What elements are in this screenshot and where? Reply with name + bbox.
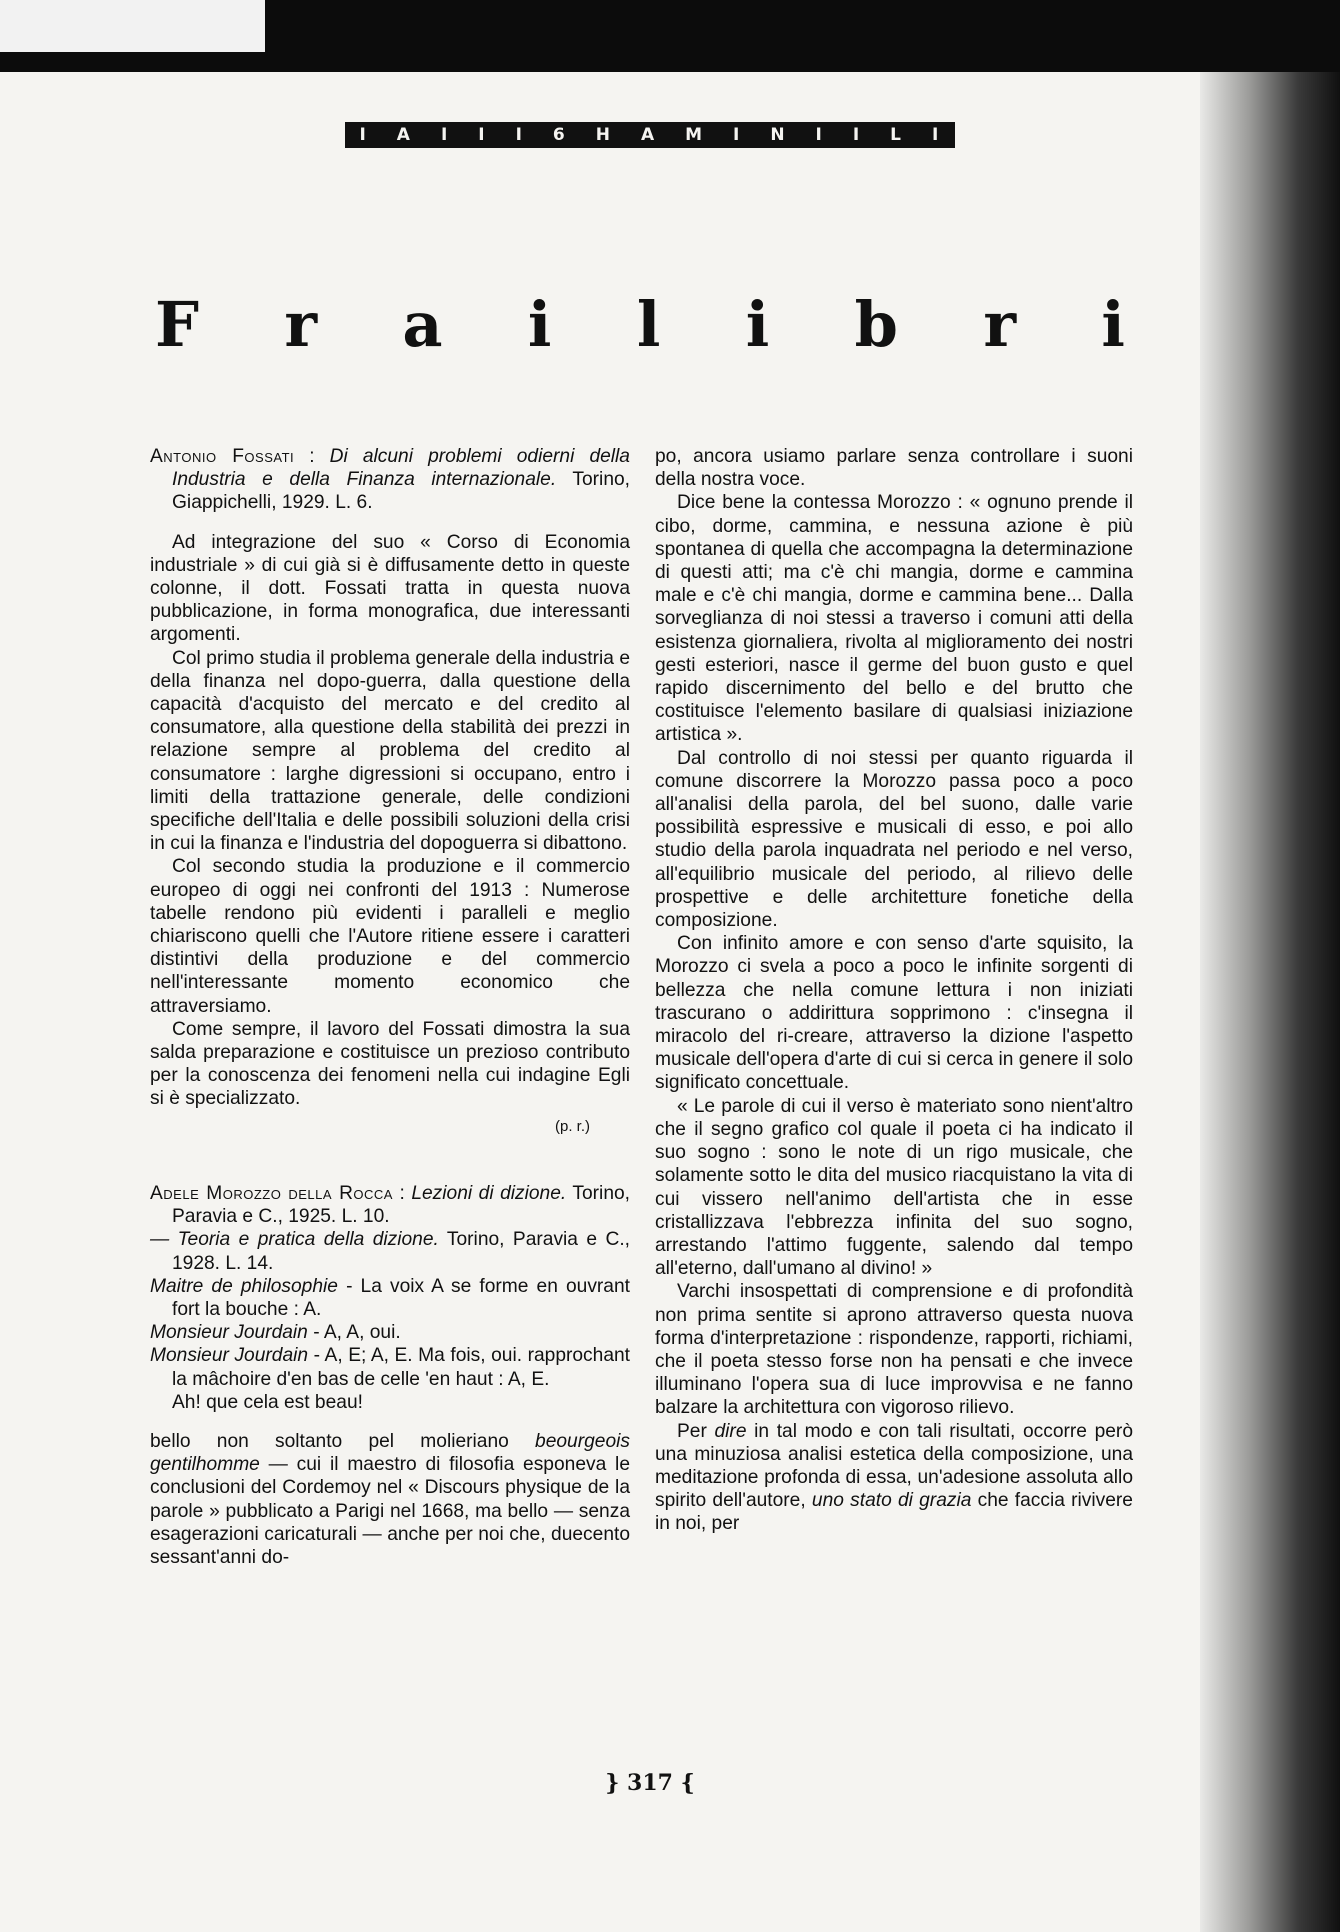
review1-paragraph: Col primo studia il problema generale della industria e della finanza nel dopo-guerra, dalla questione della capacità d'acquisto del mercato e del credito al consumatore, alla questione della stabilità dei prezzi in relazione sempre al problema del credito al consumatore : larghe digressioni si occupano, entro i limiti della trattazione generale, delle condizioni specifiche dell'Italia e delle possibili soluzioni della crisi in cui la finanza e l'industria del dopoguerra si dibattono. — [150, 647, 630, 855]
band-letter: N — [770, 125, 787, 145]
spacer — [150, 1414, 630, 1430]
band-letter: L — [890, 125, 903, 145]
dialogue-exclamation: Ah! que cela est beau! — [172, 1391, 363, 1413]
band-letter: I — [931, 125, 941, 145]
review1-publisher: Torino, Giappichelli, 1929. L. 6. — [172, 469, 630, 514]
text-run: — cui il maestro di filosofia esponeva le conclusioni del Cordemoy nel « Discours physique de la parole » pubblicato a Parigi nel 1668, ma bello — senza esagerazioni caricaturali — anche per noi che, duecento sessant'anni do- — [150, 1454, 630, 1568]
review2-second-title: — Teoria e pratica della dizione. — [150, 1229, 439, 1251]
band-letter: I — [440, 125, 450, 145]
review2-paragraph — [655, 1420, 1133, 1536]
text-run: in tal modo e con tali risultati, occorre però una minuziosa analisi estetica della composizione, una meditazione profonda di essa, un'adesione assoluta allo spirito dell'autore, — [655, 1420, 1133, 1512]
text-run-italic: dire — [714, 1420, 747, 1442]
dialogue-speaker: Monsieur Jourdain — [150, 1345, 309, 1367]
review2-paragraph: Dal controllo di noi stessi per quanto riguarda il comune discorrere la Morozzo passa poco a poco all'analisi della parola, del bel suono, dalle varie possibilità espressive e musicali di esso, e poi allo studio della parola inquadrata nel periodo e nel verso, all'equilibrio musicale del periodo, al rilievo delle prospettive e delle architetture fonetiche della composizione. — [655, 747, 1133, 932]
band-letter: M — [685, 125, 705, 145]
band-letter: 6 — [552, 125, 567, 145]
text-run-italic: uno stato di grazia — [811, 1490, 972, 1512]
spacer — [150, 515, 630, 531]
dialogue-line — [150, 1275, 630, 1321]
dialogue-speaker: Maitre de philosophie — [150, 1275, 338, 1297]
title-letter: l — [636, 288, 661, 361]
dialogue-text: - A, E; A, E. Ma fois, oui. rapprochant la mâchoire d'en bas de celle 'en haut : A, E. — [172, 1345, 630, 1390]
review2-paragraph: po, ancora usiamo parlare senza controllare i suoni della nostra voce. — [655, 446, 1133, 491]
band-letter: I — [852, 125, 862, 145]
review2-citation-second — [150, 1228, 630, 1274]
review2-publisher: Torino, Paravia e C., 1925. L. 10. — [172, 1182, 630, 1228]
section-title — [155, 288, 1125, 361]
review2-author: Adele Morozzo della Rocca — [150, 1182, 393, 1204]
review2-paragraph: Dice bene la contessa Morozzo : « ognuno prende il cibo, dorme, cammina, e nessuna azione è più spontanea di quella che accompagna la determinazione di questi atti; ma c'è chi mangia, dorme e cammina male e c'è chi mangia, dorme e cammina bene... Dalla sorveglianza di noi stessi a traverso i comuni atti della esistenza giornaliera, rivolta al miglioramento dei nostri gesti esteriori, nasce il germe del buon gusto e quel rapido discernimento del bello e del brutto che costituisce l'elemento basilare di qualsiasi iniziazione artistica ». — [655, 492, 1133, 746]
title-letter: i — [1101, 288, 1125, 361]
review2-paragraph: « Le parole di cui il verso è materiato sono nient'altro che il segno grafico col quale il poeta ci ha indicato il suo sogno : sono le note di un rigo musicale, che solamente sotto le dita del musico riacquistano la vita di cui vissero nell'animo dell'artista che in esse cristallizzava l'ebbrezza infinita del suo sogno, arrestando l'attimo fuggente, salendo dal tempo all'eterno, dall'umano al divino! » — [655, 1095, 1133, 1280]
title-letter: i — [527, 288, 552, 361]
left-column — [150, 445, 630, 1569]
review1-author: Antonio Fossati — [150, 446, 295, 467]
header-ornament-band — [345, 122, 955, 148]
band-letter: I — [815, 125, 824, 145]
spacer — [150, 1138, 630, 1182]
review2-paragraph: Con infinito amore e con senso d'arte squisito, la Morozzo ci svela a poco a poco le infinite sorgenti di bellezza che nella comune lettura i non iniziati trascurano o addirittura sopprimono : c'insegna il miracolo del ri-creare, attraverso la dizione l'aspetto musicale dell'opera d'arte di cui si cerca in genere il solo significato concettuale. — [655, 933, 1133, 1094]
text-run: bello non soltanto pel molieriano — [150, 1430, 536, 1452]
review2-title: Lezioni di dizione. — [411, 1182, 567, 1204]
scan-border — [0, 0, 265, 52]
band-letter: I — [515, 125, 524, 145]
dialogue-speaker: Monsieur Jourdain — [150, 1322, 308, 1344]
dialogue-text: - La voix A se forme en ouvrant fort la bouche : A. — [172, 1275, 630, 1320]
title-letter: b — [854, 288, 898, 361]
band-letter: A — [396, 125, 412, 145]
text-run: Per — [677, 1420, 715, 1442]
text-run-italic: beourgeois gentilhomme — [150, 1430, 630, 1476]
dialogue-line — [150, 1321, 630, 1344]
review2-citation: Adele Morozzo della Rocca : Lezioni di dizione. Torino, Paravia e C., 1925. L. 10. — [150, 1182, 630, 1228]
page-number: } 317 { — [605, 1770, 695, 1796]
review1-signature: (p. r.) — [554, 1117, 590, 1135]
review1-citation: Antonio Fossati : Di alcuni problemi odierni della Industria e della Finanza internazionale. Torino, Giappichelli, 1929. L. 6. — [150, 446, 630, 514]
title-letter: r — [983, 288, 1017, 361]
review1-paragraph: Ad integrazione del suo « Corso di Economia industriale » di cui già si è diffusamente detto in queste colonne, il dott. Fossati tratta in questa nuova pubblicazione, in forma monografica, due interessanti argomenti. — [150, 531, 630, 646]
title-letter: a — [402, 288, 443, 361]
dialogue-line — [150, 1344, 630, 1390]
band-letter: I — [478, 125, 487, 145]
review1-paragraph: Col secondo studia la produzione e il commercio europeo di oggi nei confronti del 1913 : Numerose tabelle rendono più evidenti i paralleli e meglio chiariscono quelli che l'Autore ritiene essere i caratteri distintivi della produzione e del commercio nell'interessante momento economico che attraversiamo. — [150, 856, 630, 1017]
band-letter: I — [733, 125, 742, 145]
review2-second-publisher: Torino, Paravia e C., 1928. L. 14. — [172, 1229, 630, 1274]
title-letter: F — [155, 288, 200, 361]
right-column — [655, 445, 1133, 1536]
review1-title: Di alcuni problemi odierni della Industria e della Finanza internazionale. — [172, 446, 630, 491]
band-letter: A — [640, 125, 657, 145]
dialogue-text: - A, A, oui. — [313, 1322, 401, 1344]
review2-paragraph — [150, 1430, 630, 1569]
band-letter: H — [595, 125, 612, 145]
text-run: che faccia rivivere in noi, per — [655, 1490, 1133, 1535]
review2-paragraph: Varchi insospettati di comprensione e di profondità non prima sentite si aprono attraverso questa nuova forma d'interpretazione : rispondenze, rapporti, richiami, che il poeta stesso forse non ha pensati e che invece illuminano l'opera sua di luce improvvisa e ne fanno balzare la architettura con vigoroso rilievo. — [655, 1281, 1133, 1419]
band-letter: I — [359, 125, 368, 145]
title-letter: r — [284, 288, 318, 361]
page-edge-shadow — [1200, 72, 1340, 1932]
title-letter: i — [745, 288, 770, 361]
review1-paragraph: Come sempre, il lavoro del Fossati dimostra la sua salda preparazione e costituisce un prezioso contributo per la conoscenza dei fenomeni nella cui indagine Egli si è specializzato. — [150, 1018, 630, 1110]
